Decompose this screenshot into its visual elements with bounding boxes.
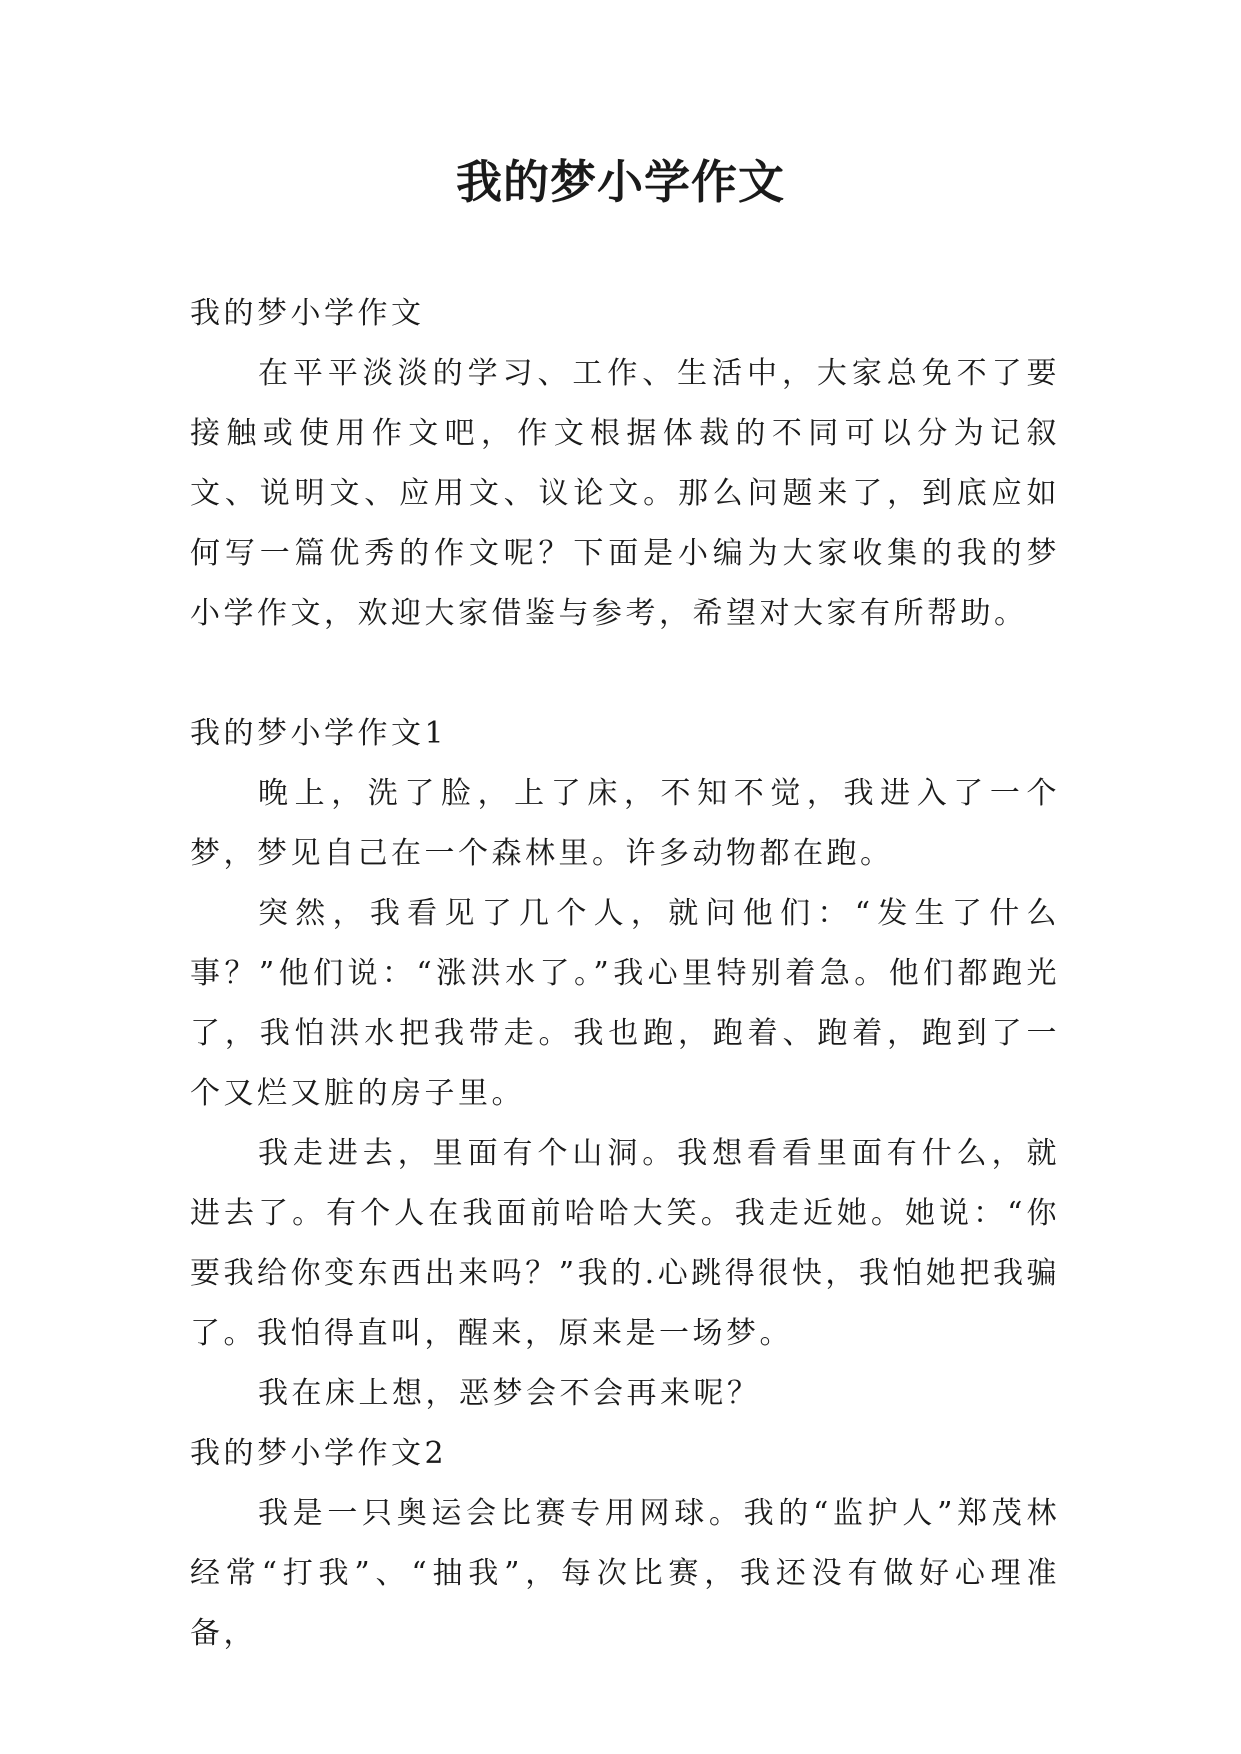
intro-heading: 我的梦小学作文 bbox=[190, 296, 425, 331]
essay-2-heading: 我的梦小学作文2 bbox=[190, 1436, 448, 1471]
essay-1-paragraph-3: 我走进去，里面有个山洞。我想看看里面有什么，就进去了。有个人在我面前哈哈大笑。我走近她。她说：“你要我给你变东西出来吗？”我的.心跳得很快，我怕她把我骗了。我怕得直叫，醒来，原来是一场梦。 bbox=[190, 1136, 1060, 1351]
essay-1-paragraph-4: 我在床上想，恶梦会不会再来呢？ bbox=[258, 1376, 761, 1411]
section-spacer bbox=[190, 644, 1060, 704]
essay-1-paragraph-1: 晚上，洗了脸，上了床，不知不觉，我进入了一个梦，梦见自己在一个森林里。许多动物都在跑。 bbox=[190, 776, 1060, 871]
essay-1-paragraph-2: 突然，我看见了几个人，就问他们：“发生了什么事？”他们说：“涨洪水了。”我心里特别着急。他们都跑光了，我怕洪水把我带走。我也跑，跑着、跑着，跑到了一个又烂又脏的房子里。 bbox=[190, 896, 1060, 1111]
document-body bbox=[190, 284, 1060, 1664]
document-title: 我的梦小学作文 bbox=[456, 155, 785, 209]
essay-1-heading: 我的梦小学作文1 bbox=[190, 716, 448, 751]
essay-2-paragraph-1: 我是一只奥运会比赛专用网球。我的“监护人”郑茂林经常“打我”、“抽我”，每次比赛，我还没有做好心理准备， bbox=[190, 1496, 1060, 1651]
intro-paragraph: 在平平淡淡的学习、工作、生活中，大家总免不了要接触或使用作文吧，作文根据体裁的不同可以分为记叙文、说明文、应用文、议论文。那么问题来了，到底应如何写一篇优秀的作文呢？下面是小编为大家收集的我的梦小学作文，欢迎大家借鉴与参考，希望对大家有所帮助。 bbox=[190, 356, 1060, 631]
